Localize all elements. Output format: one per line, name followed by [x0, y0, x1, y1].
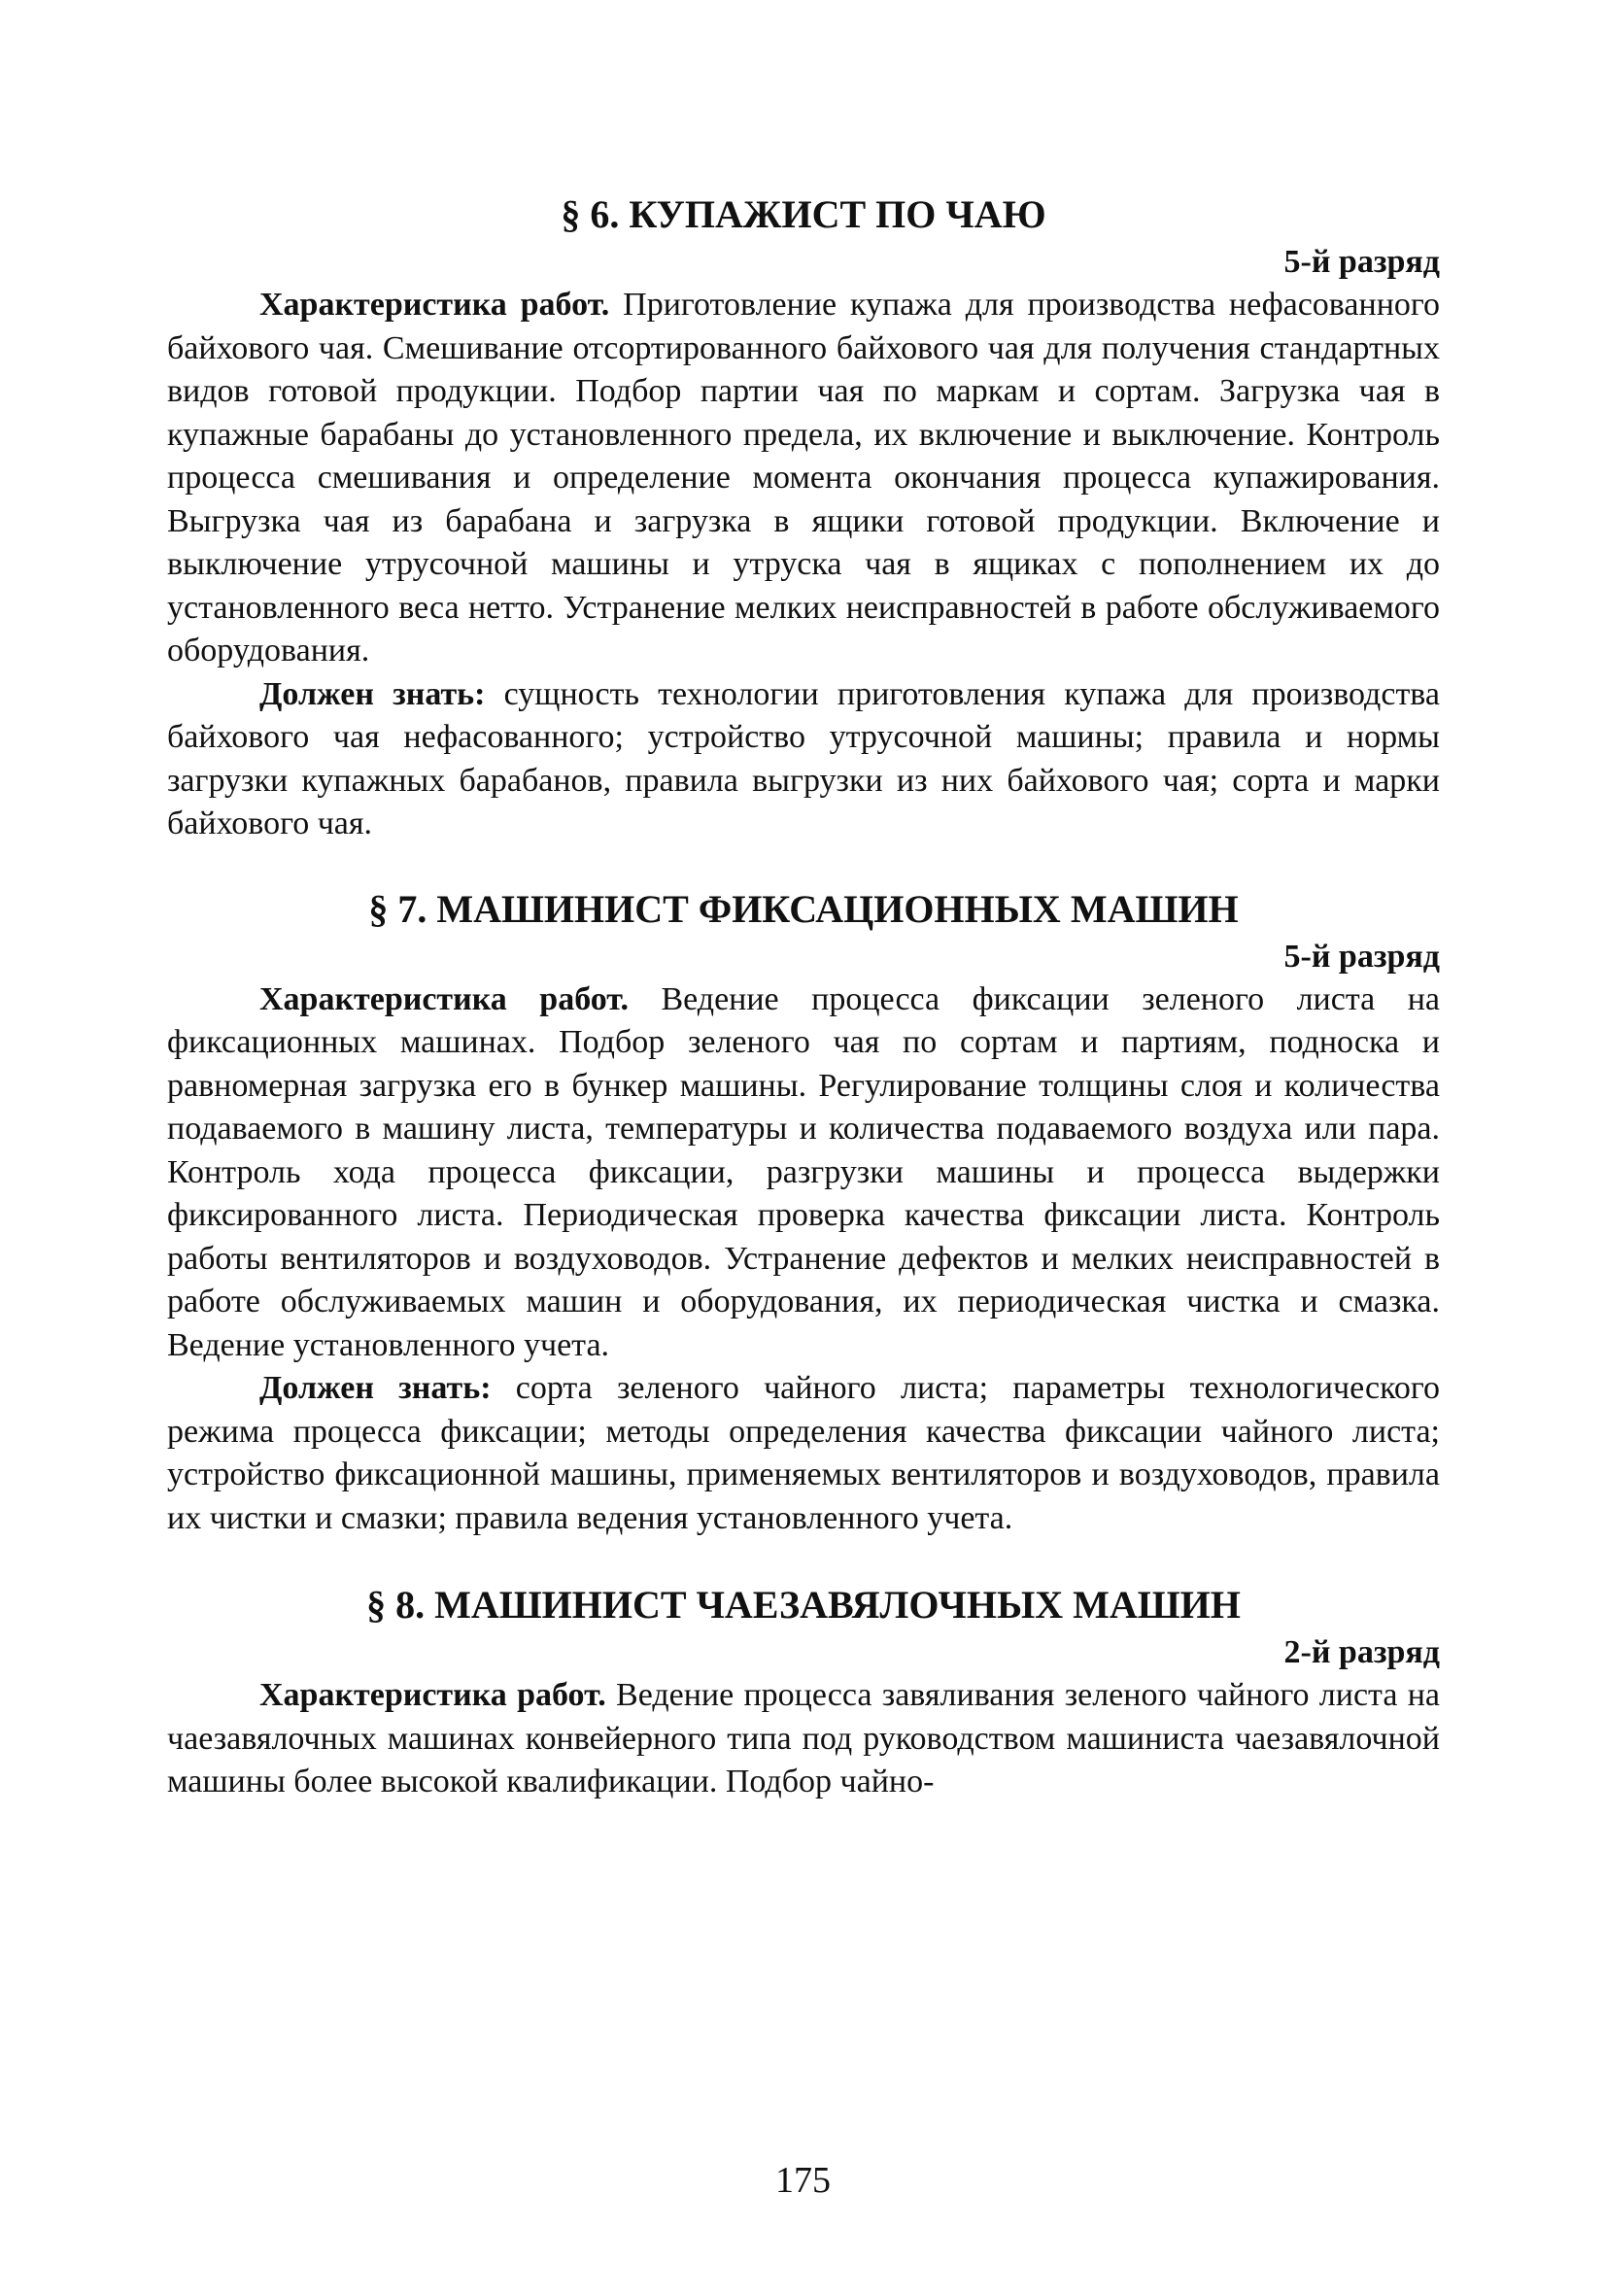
section-title: § 6. КУПАЖИСТ ПО ЧАЮ — [561, 192, 1046, 236]
section-8 — [167, 1581, 1440, 1804]
work-description — [167, 978, 1440, 1368]
work-description-text: Ведение процесса завяливания зеленого чайного листа на чаезавялочных машинах конвейерного типа под руководством машиниста чаезавялочной машины более высокой квалификации. Подбор чайно- — [167, 1677, 1440, 1799]
work-description — [167, 1674, 1440, 1804]
work-description-text: Приготовление купажа для производства нефасованного байхового чая. Смешивание отсортированного байхового чая для получения стандартных видов готовой продукции. Подбор партии чая по маркам и сортам. Загрузка чая в купажные барабаны до установленного предела, их включение и выключение. Контроль процесса смешивания и определение момента окончания процесса купажирования. Выгрузка чая из барабана и загрузка в ящики готовой продукции. Включение и выключение утрусочной машины и утруска чая в ящиках с пополнением их до установленного веса нетто. Устранение мелких неисправностей в работе обслуживаемого оборудования. — [167, 287, 1440, 668]
knowledge-requirements-text: сущность технологии приготовления купажа для производства байхового чая нефасованного; устройство утрусочной машины; правила и нормы загрузки купажных барабанов, правила выгрузки из них байхового чая; сорта и марки байхового чая. — [167, 675, 1440, 841]
section-7 — [167, 885, 1440, 1541]
work-description-lead: Характеристика работ. — [259, 980, 629, 1017]
document-page — [167, 190, 1440, 1804]
page-number: 175 — [775, 2160, 831, 2201]
grade-label: 2-й разряд — [1283, 1634, 1440, 1670]
work-description-lead: Характеристика работ. — [259, 287, 610, 323]
section-title: § 8. МАШИНИСТ ЧАЕЗАВЯЛОЧНЫХ МАШИН — [366, 1583, 1241, 1627]
knowledge-requirements-text: сорта зеленого чайного листа; параметры технологического режима процесса фиксации; методы определения качества фиксации чайного листа; устройство фиксационной машины, применяемых вентиляторов и воздуховодов, правила их чистки и смазки; правила ведения установленного учета. — [167, 1370, 1440, 1536]
work-description-lead: Характеристика работ. — [259, 1677, 606, 1713]
grade-label: 5-й разряд — [1283, 938, 1440, 975]
knowledge-requirements — [167, 673, 1440, 846]
work-description-text: Ведение процесса фиксации зеленого листа на фиксационных машинах. Подбор зеленого чая по сортам и партиям, подноска и равномерная загрузка его в бункер машины. Регулирование толщины слоя и количества подаваемого в машину листа, температуры и количества подаваемого воздуха или пара. Контроль хода процесса фиксации, разгрузки машины и процесса выдержки фиксированного листа. Периодическая проверка качества фиксации листа. Контроль работы вентиляторов и воздуховодов. Устранение дефектов и мелких неисправностей в работе обслуживаемых машин и оборудования, их периодическая чистка и смазка. Ведение установленного учета. — [167, 980, 1440, 1363]
knowledge-requirements-lead: Должен знать: — [259, 1370, 492, 1406]
work-description — [167, 284, 1440, 673]
section-6 — [167, 190, 1440, 846]
knowledge-requirements-lead: Должен знать: — [259, 675, 486, 712]
knowledge-requirements — [167, 1367, 1440, 1540]
grade-label: 5-й разряд — [1283, 244, 1440, 280]
section-title: § 7. МАШИНИСТ ФИКСАЦИОННЫХ МАШИН — [368, 886, 1239, 931]
